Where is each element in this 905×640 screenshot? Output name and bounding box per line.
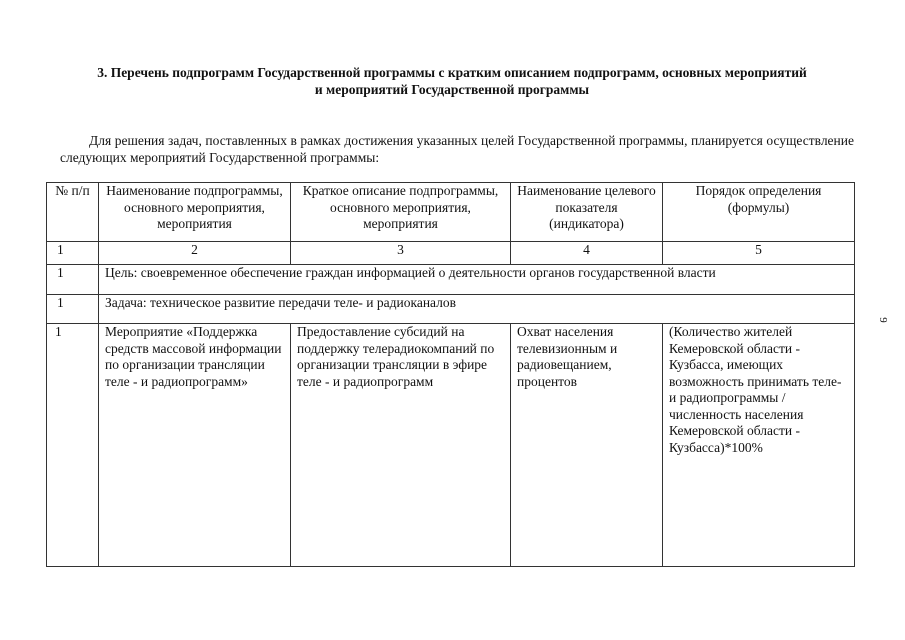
event-description: Предоставление субсидий на поддержку телерадиокомпаний по организации трансляции в эфире теле - и радиопрограмм <box>291 324 511 567</box>
event-number: 1 <box>47 324 99 567</box>
goal-text: Цель: своевременное обеспечение граждан информацией о деятельности органов государственной власти <box>99 265 855 295</box>
column-number: 3 <box>291 242 511 265</box>
task-number: 1 <box>47 295 99 324</box>
header-formula: Порядок определения (формулы) <box>663 183 855 242</box>
section-heading-line-1: 3. Перечень подпрограмм Государственной программы с кратким описанием подпрограмм, основных мероприятий <box>97 65 807 80</box>
header-description: Краткое описание подпрограммы, основного мероприятия, мероприятия <box>291 183 511 242</box>
event-indicator: Охват населения телевизионным и радиовещанием, процентов <box>511 324 663 567</box>
goal-number: 1 <box>47 265 99 295</box>
intro-paragraph: Для решения задач, поставленных в рамках достижения указанных целей Государственной программы, планируется осуществление следующих мероприятий Государственной программы: <box>60 133 854 165</box>
task-text: Задача: техническое развитие передачи теле- и радиоканалов <box>99 295 855 324</box>
section-heading <box>40 64 864 98</box>
column-number: 5 <box>663 242 855 265</box>
event-name: Мероприятие «Поддержка средств массовой информации по организации трансляции теле - и радиопрограмм» <box>99 324 291 567</box>
header-indicator: Наименование целевого показателя (индикатора) <box>511 183 663 242</box>
section-heading-line-2: и мероприятий Государственной программы <box>314 82 590 97</box>
event-row <box>47 324 855 567</box>
column-number: 2 <box>99 242 291 265</box>
program-table <box>46 182 855 567</box>
table-header-row <box>47 183 855 242</box>
header-name: Наименование подпрограммы, основного мероприятия, мероприятия <box>99 183 291 242</box>
column-number: 4 <box>511 242 663 265</box>
page-number: 9 <box>876 317 889 323</box>
event-formula: (Количество жителей Кемеровской области - Кузбасса, имеющих возможность принимать теле- и радиопрограммы / численность населения Кемеровской области - Кузбасса)*100% <box>663 324 855 567</box>
column-number: 1 <box>47 242 99 265</box>
task-row <box>47 295 855 324</box>
goal-row <box>47 265 855 295</box>
header-number: № п/п <box>47 183 99 242</box>
column-number-row <box>47 242 855 265</box>
